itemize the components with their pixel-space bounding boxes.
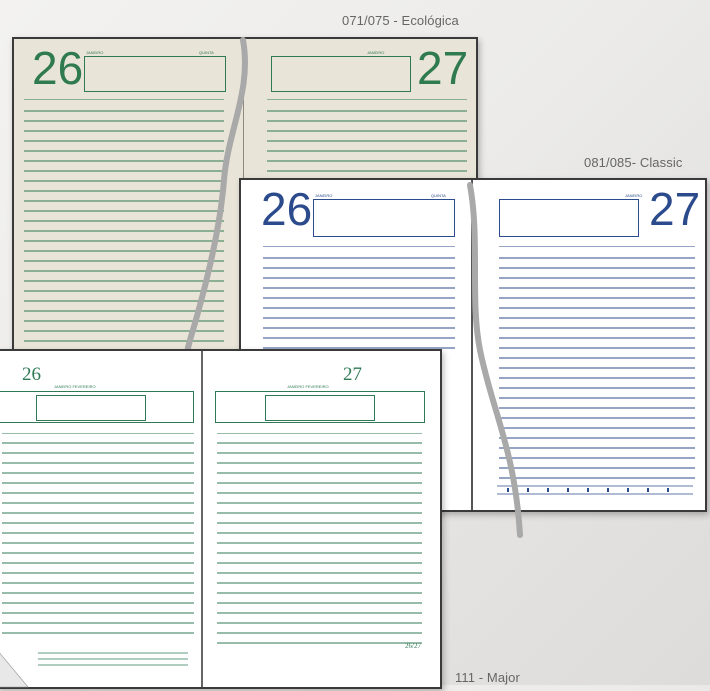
major-left-page: [0, 351, 203, 687]
major-title-box-right: [265, 395, 375, 421]
ecologica-ruled-lines-left: [24, 99, 238, 359]
classic-note-box-right: [499, 199, 639, 237]
major-date-corner: 26/27: [405, 642, 421, 650]
ecologica-label: 071/075 - Ecológica: [342, 13, 459, 28]
major-calendar-strip-left: [38, 649, 198, 679]
major-title-box-left: [36, 395, 146, 421]
major-ruled-lines-right: [217, 433, 437, 663]
classic-ruled-lines-right: [499, 246, 710, 516]
classic-right-page: [475, 180, 705, 510]
ecologica-left-page: [14, 39, 244, 357]
classic-month-right: JANEIRO: [625, 193, 643, 198]
classic-note-box-left: [313, 199, 455, 237]
major-page-curl: [0, 641, 38, 691]
ecologica-note-box-right: [271, 56, 411, 92]
classic-label: 081/085- Classic: [584, 155, 683, 170]
classic-day-left: 26: [261, 183, 313, 235]
classic-calendar-strip: [497, 482, 707, 502]
major-header-left: JANEIRO FEVEREIRO: [54, 384, 96, 389]
ecologica-day-right: 27: [417, 42, 469, 94]
major-header-right: JANEIRO FEVEREIRO: [287, 384, 329, 389]
major-right-page: [205, 351, 440, 687]
ecologica-note-box-left: [84, 56, 226, 92]
ecologica-weekday-left: QUINTA: [199, 50, 214, 55]
major-ruled-lines-left: [2, 433, 202, 643]
ecologica-month-right: JANEIRO: [367, 50, 385, 55]
classic-day-right: 27: [649, 183, 701, 235]
ecologica-month-left: JANEIRO: [86, 50, 104, 55]
major-day-right: 27: [343, 364, 362, 385]
major-day-left: 26: [22, 364, 41, 385]
major-planner: [0, 349, 442, 689]
classic-month-left: JANEIRO: [315, 193, 333, 198]
major-label: 111 - Major: [455, 670, 520, 685]
ecologica-day-left: 26: [32, 42, 84, 94]
classic-weekday-left: QUINTA: [431, 193, 446, 198]
